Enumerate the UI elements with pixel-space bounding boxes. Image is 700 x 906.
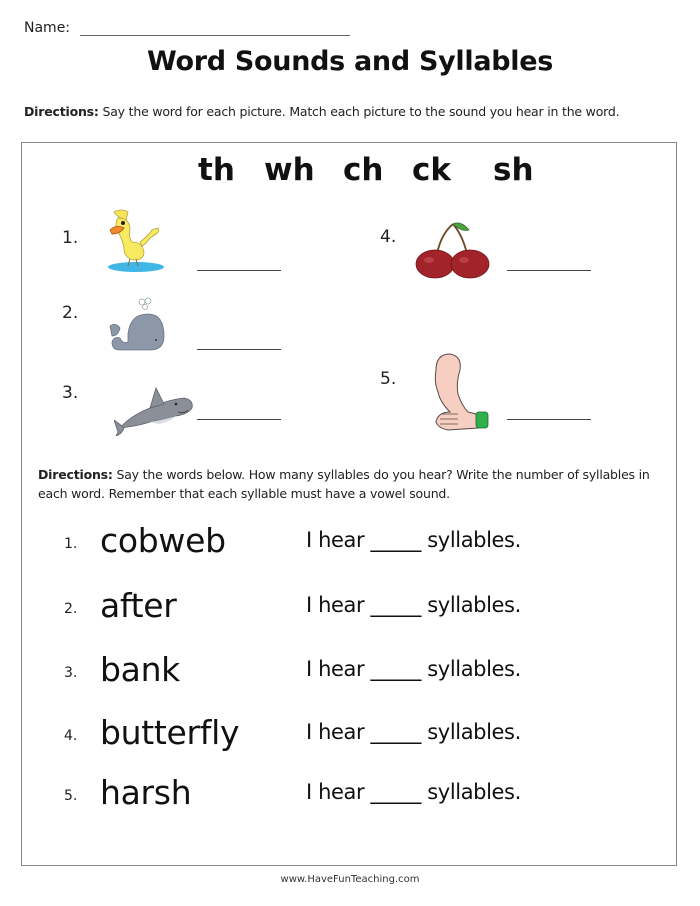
picture-item-number: 4. — [380, 227, 397, 247]
word-harsh: harsh — [100, 773, 192, 812]
footer-url: www.HaveFunTeaching.com — [280, 874, 420, 885]
row-number: 2. — [64, 601, 78, 617]
directions-text: Say the words below. How many syllables do you hear? Write the number of syllables in each word. Remember that each syllable must have a vowel sound. — [38, 467, 650, 501]
word-butterfly: butterfly — [100, 713, 240, 752]
duck-icon — [104, 208, 166, 274]
word-after: after — [100, 586, 177, 625]
directions-part1 — [24, 104, 619, 119]
picture-item-number: 2. — [62, 303, 79, 323]
syllable-row-4 — [0, 713, 700, 763]
row-number: 3. — [64, 665, 78, 681]
answer-line-5[interactable] — [507, 419, 591, 420]
digraph-ch: ch — [343, 152, 384, 188]
word-cobweb: cobweb — [100, 521, 226, 560]
answer-line-1[interactable] — [197, 270, 281, 271]
picture-item-number: 1. — [62, 228, 79, 248]
cherries-icon — [415, 220, 493, 280]
directions-label: Directions: — [38, 467, 113, 482]
syllable-prompt[interactable]: I hear _____ syllables. — [306, 780, 521, 804]
digraph-th: th — [198, 152, 235, 188]
syllable-row-1 — [0, 521, 700, 571]
answer-line-3[interactable] — [197, 419, 281, 420]
page-title: Word Sounds and Syllables — [146, 46, 554, 77]
shark-icon — [114, 380, 198, 436]
thumb-icon — [428, 352, 498, 432]
syllable-prompt[interactable]: I hear _____ syllables. — [306, 720, 521, 744]
picture-item-number: 3. — [62, 383, 79, 403]
word-bank: bank — [100, 650, 180, 689]
directions-label: Directions: — [24, 104, 99, 119]
syllable-row-2 — [0, 586, 700, 636]
digraph-wh: wh — [264, 152, 315, 188]
syllable-row-3 — [0, 650, 700, 700]
name-field-line[interactable] — [80, 35, 350, 36]
directions-text: Say the word for each picture. Match each picture to the sound you hear in the word. — [98, 104, 620, 119]
picture-item-number: 5. — [380, 369, 397, 389]
directions-part2 — [38, 465, 658, 503]
digraph-sh: sh — [493, 152, 534, 188]
syllable-row-5 — [0, 773, 700, 823]
digraph-ck: ck — [412, 152, 451, 188]
syllable-prompt[interactable]: I hear _____ syllables. — [306, 657, 521, 681]
digraph-bank — [0, 152, 700, 196]
answer-line-4[interactable] — [507, 270, 591, 271]
row-number: 4. — [64, 728, 78, 744]
row-number: 1. — [64, 536, 78, 552]
syllable-prompt[interactable]: I hear _____ syllables. — [306, 528, 521, 552]
row-number: 5. — [64, 788, 78, 804]
whale-icon — [108, 296, 168, 354]
answer-line-2[interactable] — [197, 349, 281, 350]
syllable-prompt[interactable]: I hear _____ syllables. — [306, 593, 521, 617]
name-label: Name: — [24, 20, 71, 36]
